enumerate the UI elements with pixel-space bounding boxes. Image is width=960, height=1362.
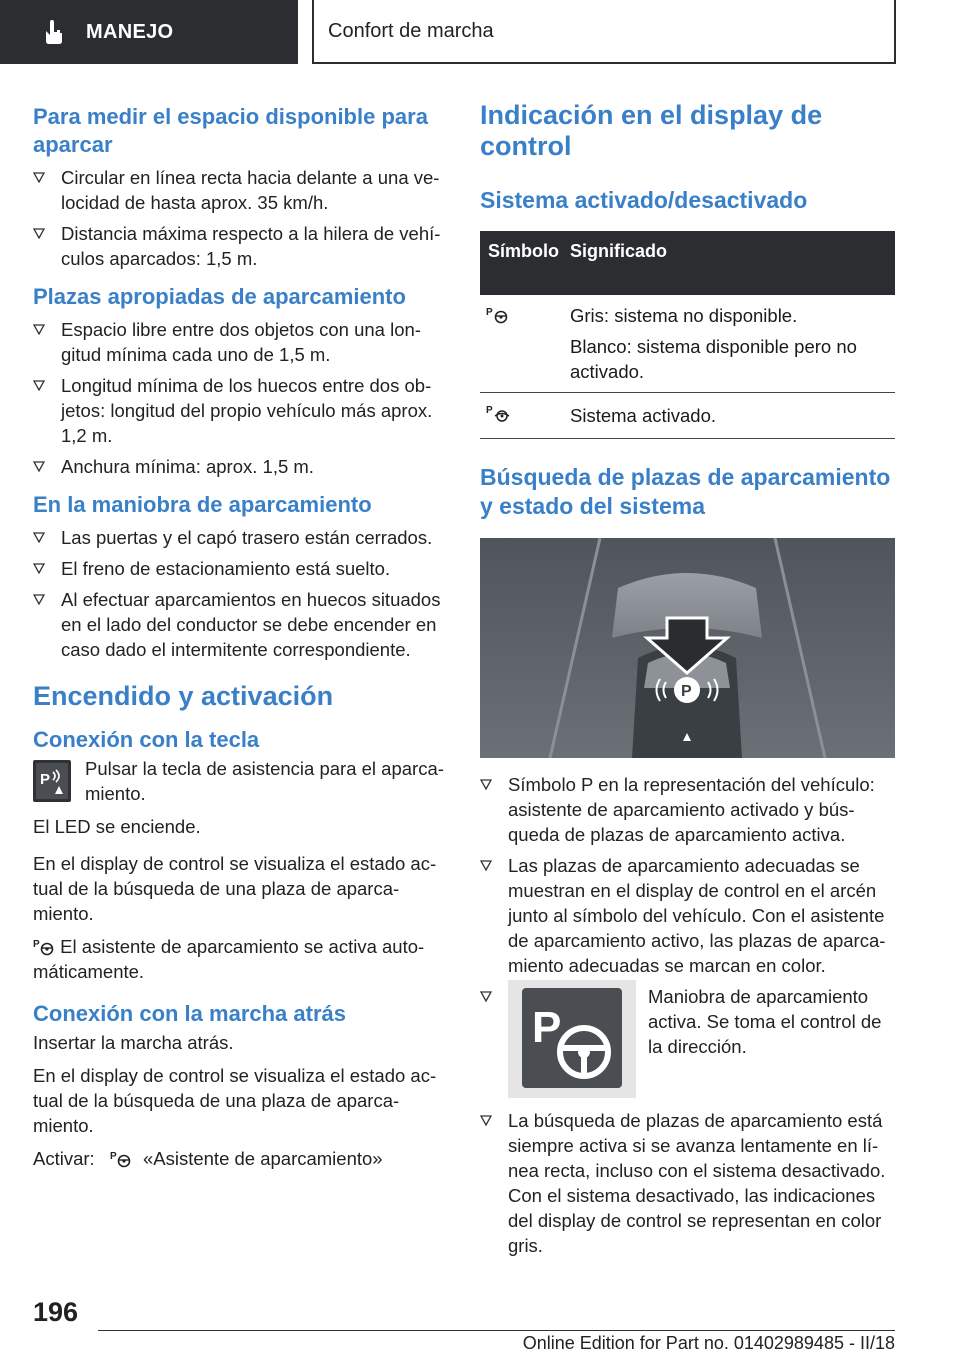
- meaning-active: Sistema activado.: [570, 405, 717, 426]
- heading-plazas: Plazas apropiadas de aparcamiento: [33, 284, 406, 309]
- col-meaning-header: Significado: [570, 241, 668, 261]
- heading-medir: Para medir el espacio disponible para aparcar: [33, 104, 428, 157]
- svg-text:P: P: [681, 683, 692, 700]
- list-item: La búsqueda de plazas de aparcamiento está siempre activa si se avanza lentamente en línea recta, incluso con el sistema desactivado. Con el sistema desactivado, las indicaciones del display de control se representan en color gris.: [480, 1108, 895, 1258]
- heading-indicacion: Indicación en el display de control: [480, 100, 823, 161]
- triangle-bullet-icon: [480, 853, 508, 871]
- chapter-title: Confort de marcha: [312, 0, 896, 64]
- triangle-bullet-icon: [33, 587, 61, 605]
- svg-text:P: P: [33, 939, 40, 950]
- marcha-text: Insertar la marcha atrás.: [33, 1032, 234, 1053]
- edition-text: Online Edition for Part no. 01402989485 - II/18: [522, 1333, 895, 1353]
- hand-icon: [40, 19, 66, 45]
- list-item: Las puertas y el capó trasero están cerrados.: [33, 525, 445, 550]
- auto-text: El asistente de aparcamiento se activa automáticamente.: [33, 936, 425, 982]
- tecla-block: [33, 756, 445, 806]
- heading-marcha: Conexión con la marcha atrás: [33, 1001, 346, 1026]
- triangle-bullet-icon: [33, 165, 61, 183]
- activar-line: [33, 1146, 445, 1171]
- heading-busqueda: Búsqueda de plazas de aparcamiento y estado del sistema: [480, 464, 891, 519]
- triangle-bullet-icon: [33, 525, 61, 543]
- section-tab: [0, 0, 298, 64]
- triangle-bullet-icon: [33, 221, 61, 239]
- list-item: Espacio libre entre dos objetos con una longitud mínima cada uno de 1,5 m.: [33, 317, 445, 367]
- triangle-bullet-icon: [33, 317, 61, 335]
- svg-text:P: P: [532, 1003, 562, 1052]
- section-label: MANEJO: [86, 20, 174, 43]
- triangle-bullet-icon: [33, 373, 61, 391]
- triangle-bullet-icon: [480, 772, 508, 790]
- svg-text:P: P: [109, 1151, 117, 1162]
- svg-text:P: P: [486, 307, 493, 318]
- control-display-image: [480, 538, 895, 758]
- auto-text-line: [33, 934, 445, 984]
- left-column: [33, 100, 445, 1171]
- triangle-bullet-icon: [33, 454, 61, 472]
- list-item: Anchura mínima: aprox. 1,5 m.: [33, 454, 445, 479]
- list-item: P Maniobra de aparcamiento activa. Se toma el control de la dirección.: [480, 984, 895, 1098]
- col-symbol-header: Símbolo: [488, 241, 559, 261]
- svg-text:P: P: [486, 405, 493, 416]
- table-row: [480, 393, 895, 439]
- svg-text:P: P: [40, 771, 51, 788]
- triangle-bullet-icon: [33, 556, 61, 574]
- medir-list: [33, 165, 445, 271]
- meaning-gray: Gris: sistema no disponible.: [570, 305, 798, 326]
- meaning-white: Blanco: sistema disponible pero no activado.: [570, 336, 857, 382]
- activar-menu: «Asistente de aparcamiento»: [142, 1148, 383, 1169]
- busqueda-list: [480, 772, 895, 1258]
- park-assist-active-icon: [486, 403, 512, 423]
- plazas-list: [33, 317, 445, 479]
- footer-rule: [98, 1330, 895, 1331]
- list-item: Longitud mínima de los huecos entre dos objetos: longitud del propio vehículo más aprox. 1,2 m.: [33, 373, 445, 448]
- triangle-bullet-icon: [480, 1108, 508, 1126]
- right-column: [480, 100, 895, 1258]
- tecla-text: Pulsar la tecla de asistencia para el aparcamiento.: [85, 758, 444, 804]
- steering-park-icon: [508, 980, 636, 1098]
- symbol-table: [480, 231, 895, 439]
- list-item: Símbolo P en la representación del vehículo: asistente de aparcamiento activado y búsqueda de plazas de aparcamiento activa.: [480, 772, 895, 847]
- table-header: [480, 231, 895, 295]
- heading-sistema: Sistema activado/desactivado: [480, 187, 808, 213]
- list-item: Al efectuar aparcamientos en huecos situados en el lado del conductor se debe encender en caso dado el intermitente correspondiente.: [33, 587, 445, 662]
- park-assist-icon: [33, 937, 55, 957]
- table-row: [480, 295, 895, 393]
- list-item: Distancia máxima respecto a la hilera de vehículos aparcados: 1,5 m.: [33, 221, 445, 271]
- list-item: El freno de estacionamiento está suelto.: [33, 556, 445, 581]
- maniobra-list: [33, 525, 445, 662]
- page-number: 196: [33, 1297, 79, 1327]
- triangle-bullet-icon: [480, 984, 508, 1002]
- list-item: Circular en línea recta hacia delante a una velocidad de hasta aprox. 35 km/h.: [33, 165, 445, 215]
- heading-maniobra: En la maniobra de aparcamiento: [33, 492, 372, 517]
- activar-label: Activar:: [33, 1148, 95, 1169]
- park-assist-menu-icon: [104, 1149, 134, 1169]
- heading-encendido: Encendido y activación: [33, 681, 334, 711]
- led-text: El LED se enciende.: [33, 816, 201, 837]
- list-item: Las plazas de aparcamiento adecuadas se muestran en el display de control en el arcén junto al símbolo del vehículo. Con el asistente de aparcamiento activo, las plazas de aparcamiento adecuadas se marcan en color.: [480, 853, 895, 978]
- heading-tecla: Conexión con la tecla: [33, 727, 260, 752]
- display-text-2: En el display de control se visualiza el estado actual de la búsqueda de una plaza de aparcamiento.: [33, 1065, 437, 1136]
- park-assist-gray-icon: [486, 305, 510, 325]
- display-illustration: [480, 538, 895, 758]
- display-text: En el display de control se visualiza el estado actual de la búsqueda de una plaza de aparcamiento.: [33, 853, 437, 924]
- park-assist-button-icon: [33, 760, 71, 802]
